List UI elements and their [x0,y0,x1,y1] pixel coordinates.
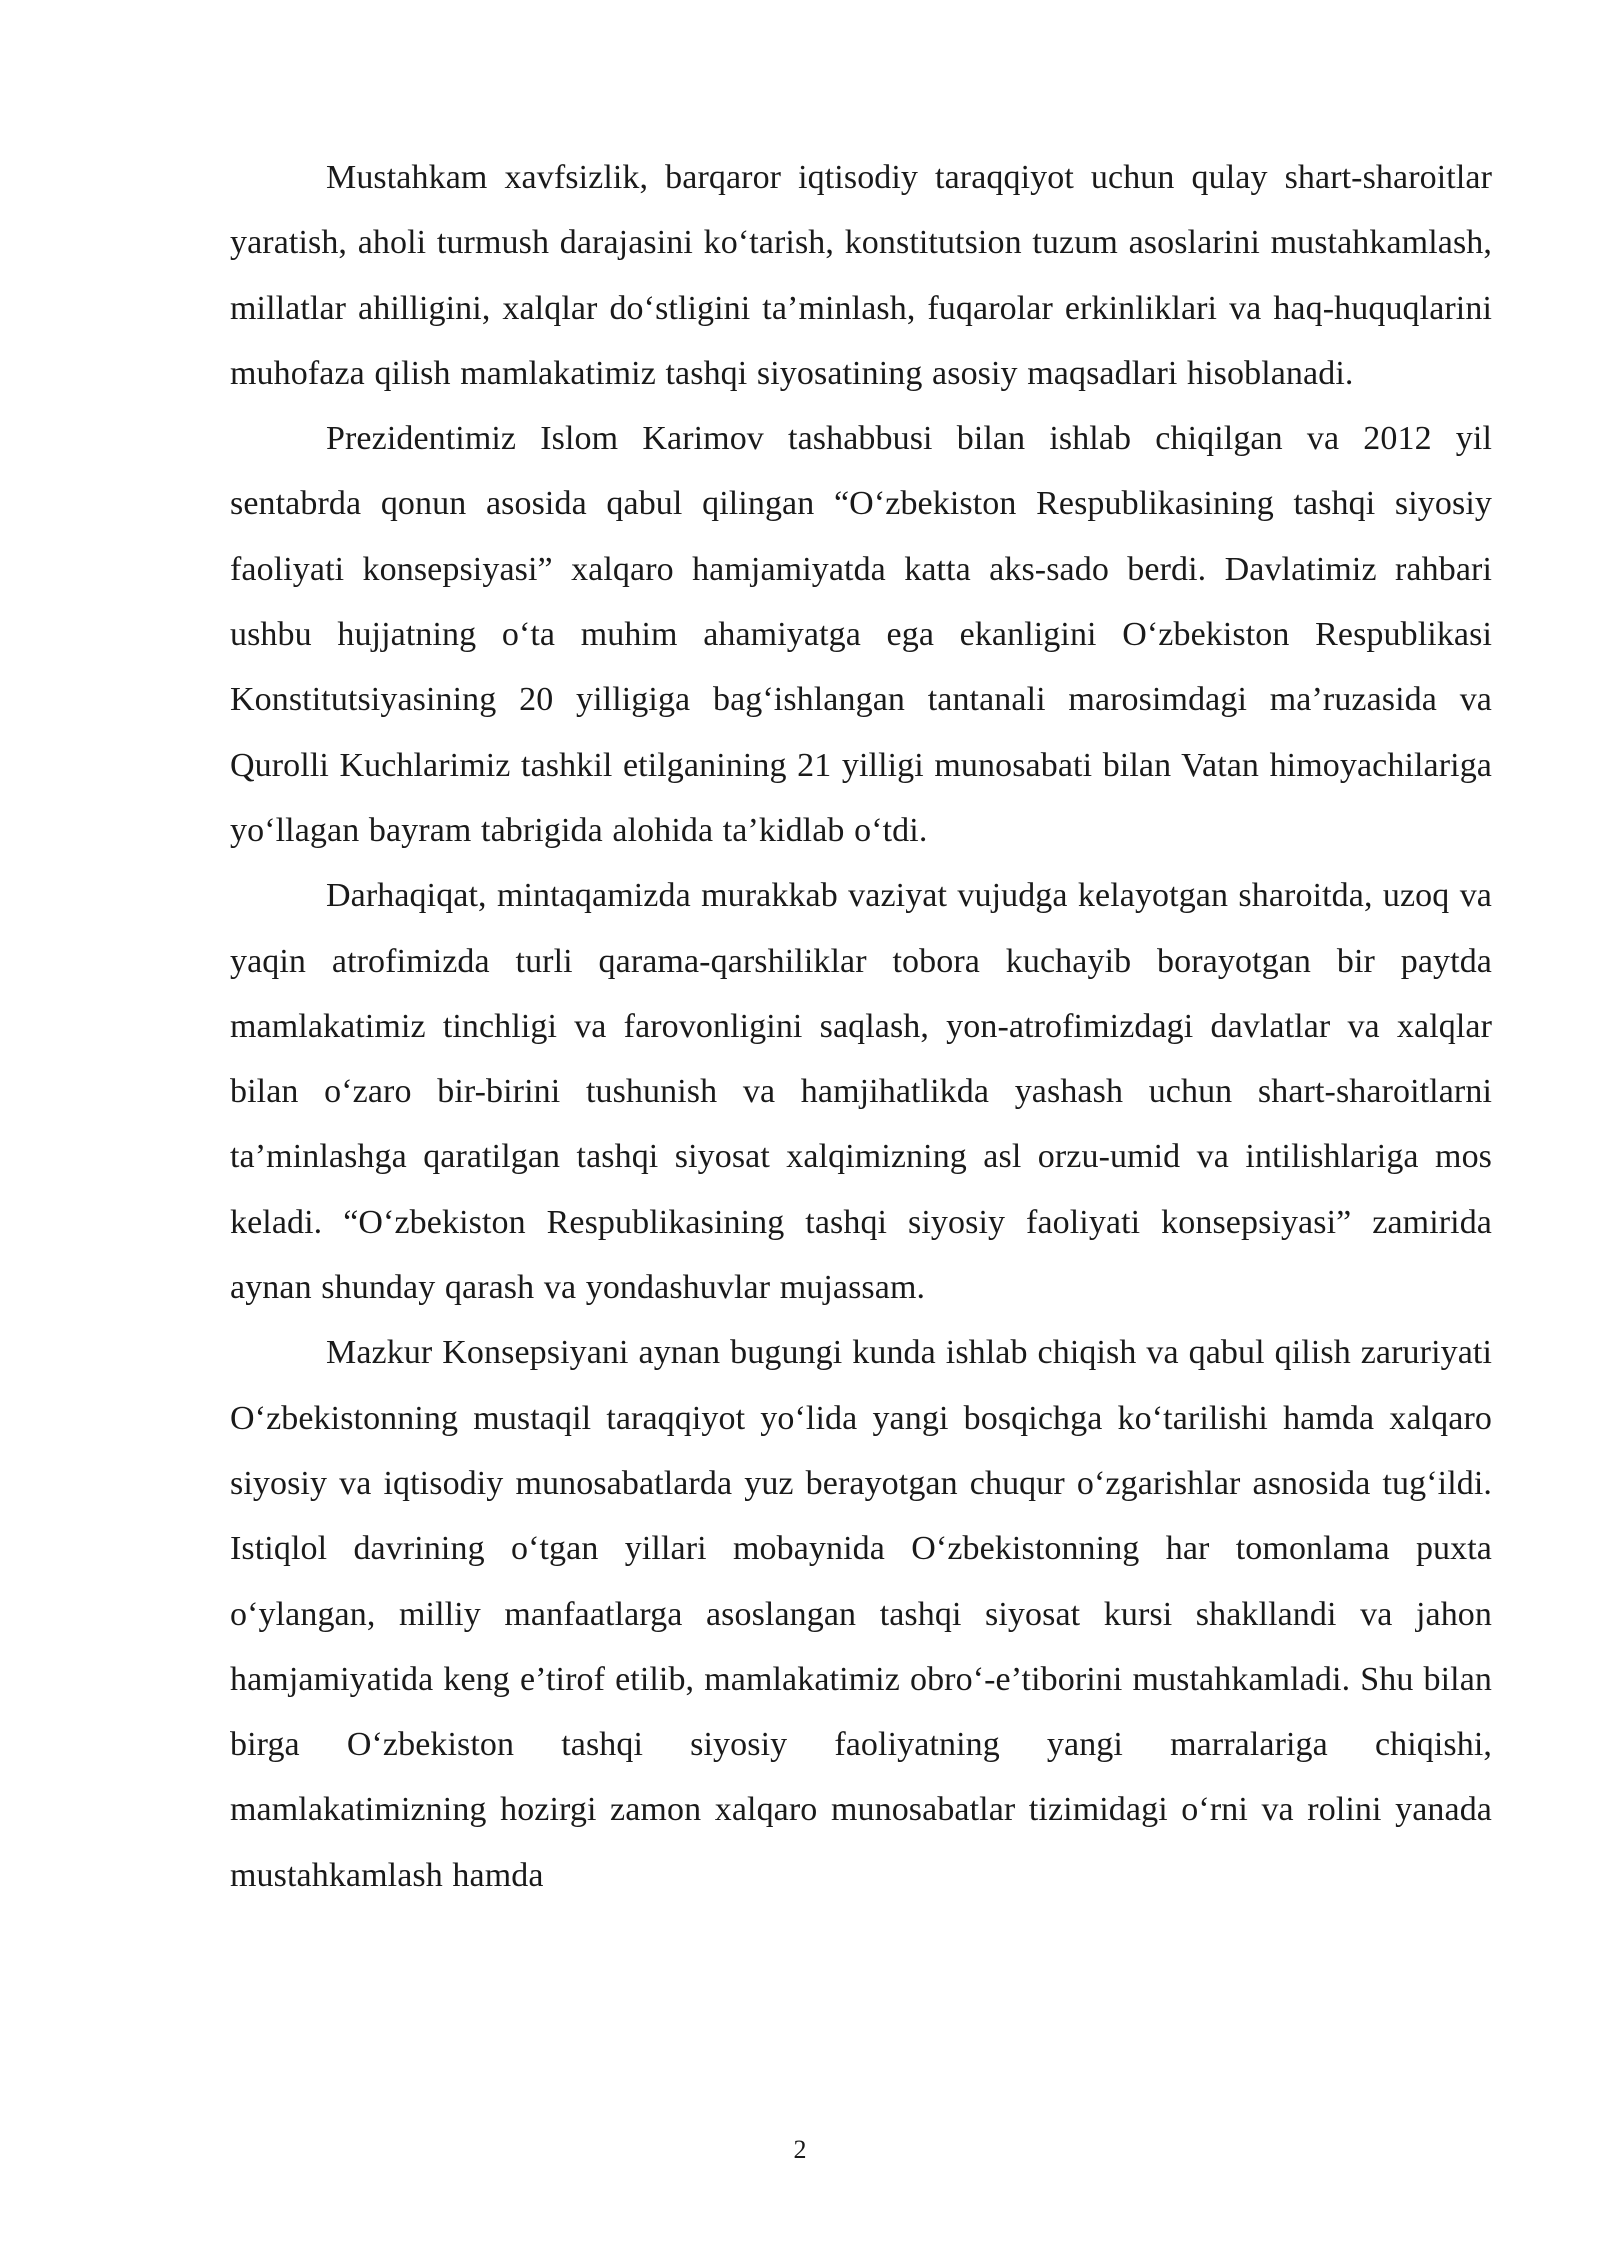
paragraph-4: Mazkur Konsepsiyani aynan bugungi kunda ishlab chiqish va qabul qilish zaruriyati O‘zbekistonning mustaqil taraqqiyot yo‘lida yangi bosqichga ko‘tarilishi hamda xalqaro siyosiy va iqtisodiy munosabatlarda yuz berayotgan chuqur o‘zgarishlar asnosida tug‘ildi. Istiqlol davrining o‘tgan yillari mobaynida O‘zbekistonning har tomonlama puxta o‘ylangan, milliy manfaatlarga asoslangan tashqi siyosat kursi shakllandi va jahon hamjamiyatida keng e’tirof etilib, mamlakatimiz obro‘-e’tiborini mustahkamladi. Shu bilan birga O‘zbekiston tashqi siyosiy faoliyatning yangi marralariga chiqishi, mamlakatimizning hozirgi zamon xalqaro munosabatlar tizimidagi o‘rni va rolini yanada mustahkamlash hamda [230,1334,1492,1894]
paragraph-3: Darhaqiqat, mintaqamizda murakkab vaziyat vujudga kelayotgan sharoitda, uzoq va yaqin atrofimizda turli qarama-qarshiliklar tobora kuchayib borayotgan bir paytda mamlakatimiz tinchligi va farovonligini saqlash, yon-atrofimizdagi davlatlar va xalqlar bilan o‘zaro bir-birini tushunish va hamjihatlikda yashash uchun shart-sharoitlarni ta’minlashga qaratilgan tashqi siyosat xalqimizning asl orzu-umid va intilishlariga mos keladi. “O‘zbekiston Respublikasining tashqi siyosiy faoliyati konsepsiyasi” zamirida aynan shunday qarash va yondashuvlar mujassam. [230,877,1492,1307]
paragraph-1: Mustahkam xavfsizlik, barqaror iqtisodiy taraqqiyot uchun qulay shart-sharoitlar yaratish, aholi turmush darajasini ko‘tarish, konstitutsion tuzum asoslarini mustahkamlash, millatlar ahilligini, xalqlar do‘stligini ta’minlash, fuqarolar erkinliklari va haq-huquqlarini muhofaza qilish mamlakatimiz tashqi siyosatining asosiy maqsadlari hisoblanadi. [230,159,1492,392]
page-number: 2 [793,2135,807,2164]
paragraph-2: Prezidentimiz Islom Karimov tashabbusi bilan ishlab chiqilgan va 2012 yil sentabrda qonun asosida qabul qilingan “O‘zbekiston Respublikasining tashqi siyosiy faoliyati konsepsiyasi” xalqaro hamjamiyatda katta aks-sado berdi. Davlatimiz rahbari ushbu hujjatning o‘ta muhim ahamiyatga ega ekanligini O‘zbekiston Respublikasi Konstitutsiyasining 20 yilligiga bag‘ishlangan tantanali marosimdagi ma’ruzasida va Qurolli Kuchlarimiz tashkil etilganining 21 yilligi munosabati bilan Vatan himoyachilariga yo‘llagan bayram tabrigida alohida ta’kidlab o‘tdi. [230,420,1492,849]
document-body [230,145,1492,1908]
